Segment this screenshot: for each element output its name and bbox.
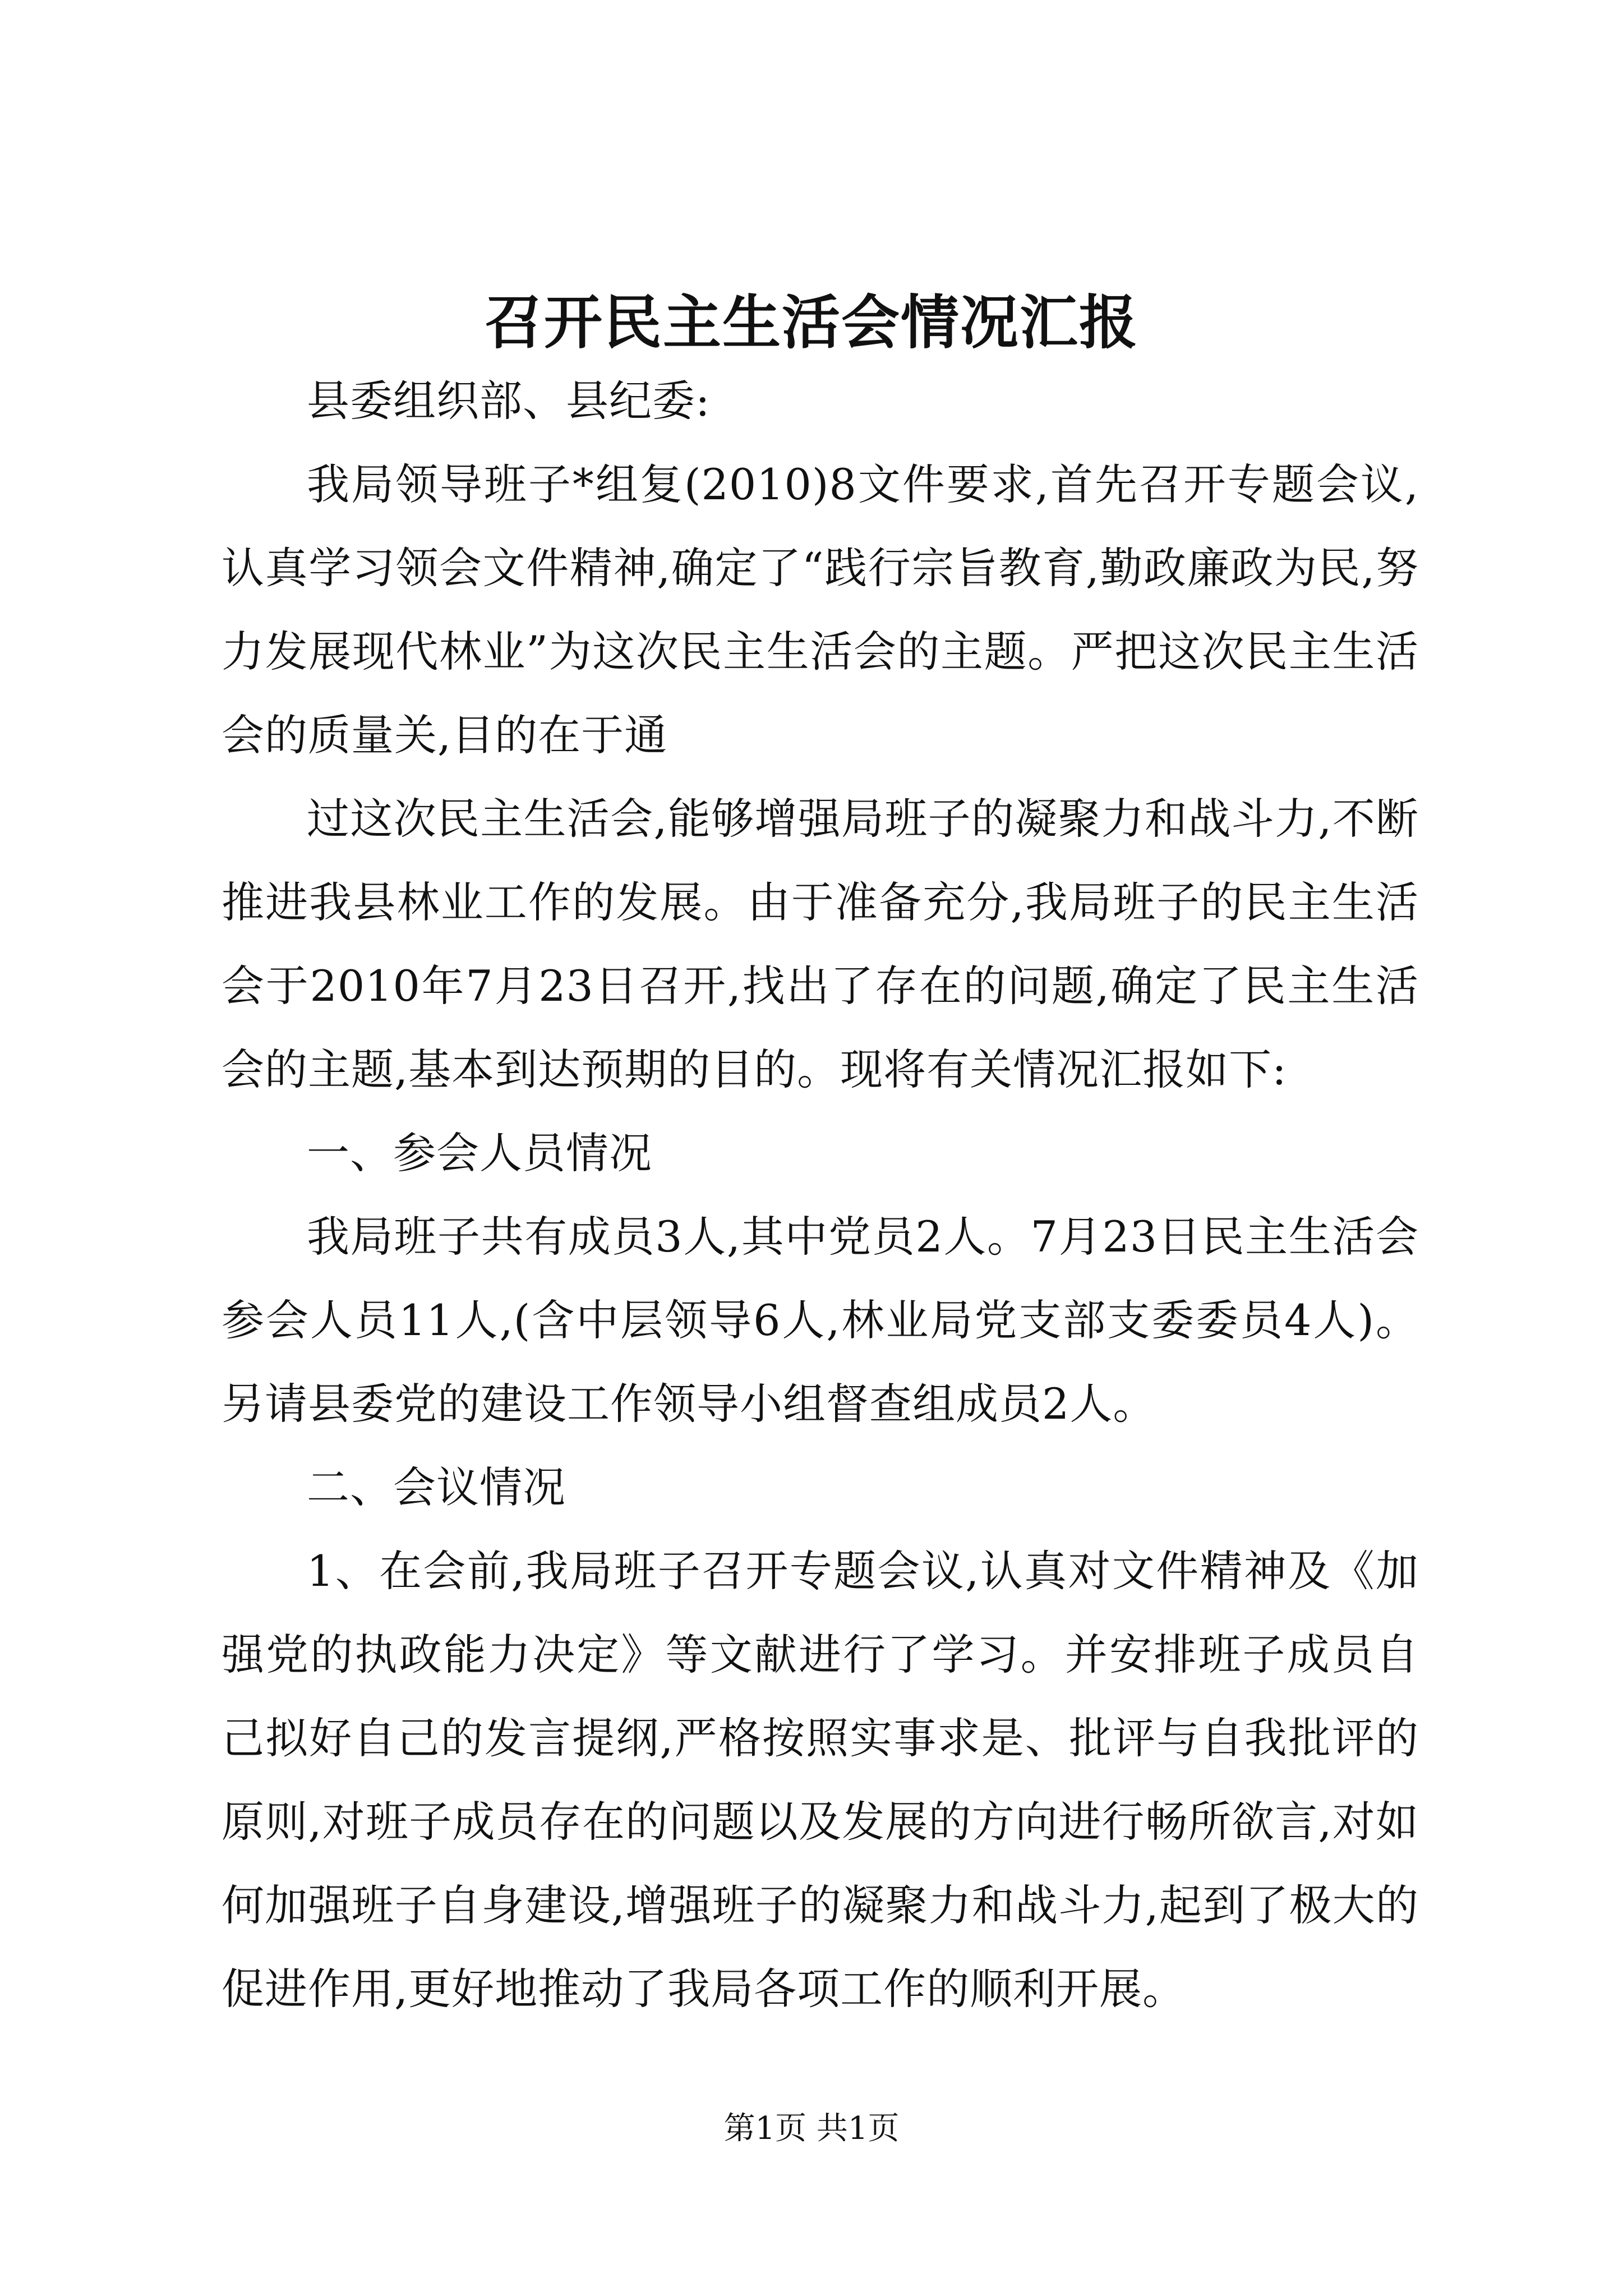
paragraph-purpose: 过这次民主生活会,能够增强局班子的凝聚力和战斗力,不断推进我县林业工作的发展。由于准备充分,我局班子的民主生活会于2010年7月23日召开,找出了存在的问题,确定了民主生活会的主题,基本到达预期的目的。现将有关情况汇报如下: xyxy=(222,794,1419,1094)
section-heading-meeting: 二、会议情况 xyxy=(307,1462,566,1512)
document-body xyxy=(222,359,1419,2031)
paragraph-intro: 我局领导班子*组复(2010)8文件要求,首先召开专题会议,认真学习领会文件精神,确定了“践行宗旨教育,勤政廉政为民,努力发展现代林业”为这次民主生活会的主题。严把这次民主生活会的质量关,目的在于通 xyxy=(222,459,1419,760)
paragraph-attendees: 我局班子共有成员3人,其中党员2人。7月23日民主生活会参会人员11人,(含中层领导6人,林业局党支部支委委员4人)。另请县委党的建设工作领导小组督查组成员2人。 xyxy=(222,1212,1419,1429)
salutation: 县委组织部、县纪委: xyxy=(307,376,711,426)
page-footer xyxy=(0,2109,1623,2148)
paragraph-meeting-item-1: 1、在会前,我局班子召开专题会议,认真对文件精神及《加强党的执政能力决定》等文献进行了学习。并安排班子成员自己拟好自己的发言提纲,严格按照实事求是、批评与自我批评的原则,对班子成员存在的问题以及发展的方向进行畅所欲言,对如何加强班子自身建设,增强班子的凝聚力和战斗力,起到了极大的促进作用,更好地推动了我局各项工作的顺利开展。 xyxy=(222,1546,1419,2014)
page-number: 第1页 共1页 xyxy=(723,2110,900,2147)
section-heading-attendees: 一、参会人员情况 xyxy=(307,1128,652,1178)
document-title: 召开民主生活会情况汇报 xyxy=(484,288,1138,357)
